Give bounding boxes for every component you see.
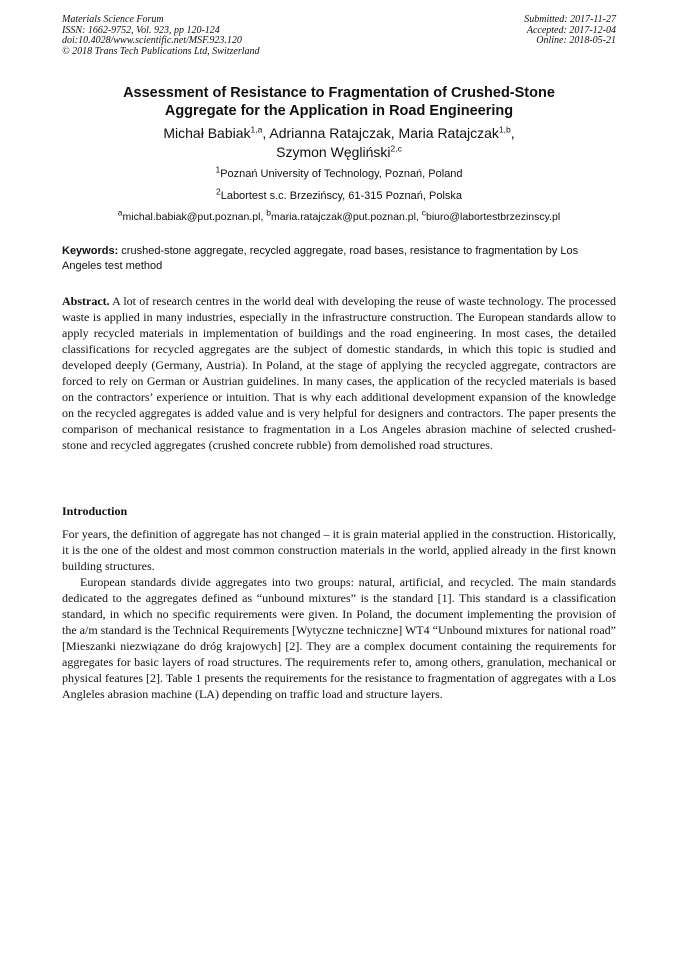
email-address: maria.ratajczak@put.poznan.pl,	[271, 211, 422, 223]
affiliation-1	[62, 164, 616, 181]
journal-doi: doi:10.4028/www.scientific.net/MSF.923.120	[62, 35, 242, 46]
affiliation-text: Poznań University of Technology, Poznań, Poland	[220, 168, 463, 180]
affiliation-mark: 1	[215, 164, 221, 175]
email-mark: c	[421, 207, 426, 218]
email-mark: b	[266, 207, 272, 218]
introduction-paragraph-1: For years, the definition of aggregate has not changed – it is grain material applied in the construction. Historically, it is the one of the oldest and most common construction materials in the world, applied already in the first known building structures.	[62, 527, 616, 573]
title-line-2: Aggregate for the Application in Road Engineering	[164, 102, 514, 119]
authors-line-1	[62, 124, 616, 143]
affiliation-mark: 2	[215, 186, 221, 197]
paper-title	[62, 85, 616, 120]
date-accepted: Accepted: 2017-12-04	[526, 24, 616, 36]
author-list	[62, 124, 616, 161]
abstract-label: Abstract.	[62, 294, 110, 308]
author-name: Adrianna Ratajczak	[269, 125, 391, 141]
affiliation-2	[62, 186, 616, 203]
author-name: Maria Ratajczak	[398, 125, 499, 141]
date-online: Online: 2018-05-21	[536, 35, 616, 46]
journal-copyright: © 2018 Trans Tech Publications Ltd, Switzerland	[62, 45, 260, 57]
title-line-1: Assessment of Resistance to Fragmentation of Crushed-Stone	[123, 85, 555, 101]
affiliation-text: Labortest s.c. Brzezińscy, 61-315 Poznań, Polska	[220, 190, 463, 202]
author-name: Szymon Węgliński	[276, 143, 391, 160]
email-mark: a	[117, 207, 123, 218]
author-affiliation-mark: 2,c	[390, 142, 402, 153]
email-address: michal.babiak@put.poznan.pl,	[122, 211, 267, 223]
author-affiliation-mark: 1,a	[250, 124, 263, 135]
journal-info	[62, 15, 382, 57]
authors-line-2	[62, 143, 616, 162]
journal-name: Materials Science Forum	[62, 14, 164, 25]
date-submitted: Submitted: 2017-11-27	[524, 14, 616, 25]
author-separator: ,	[262, 125, 270, 141]
email-address: biuro@labortestbrzezinscy.pl	[426, 211, 561, 223]
abstract	[62, 293, 616, 453]
abstract-text: A lot of research centres in the world deal with developing the reuse of waste technology. The processed waste is applied in many industries, especially in the infrastructure construction. The European standards allow to apply recycled materials in implementation of buildings and the road engineering. In most cases, the detailed classifications for recycled aggregates are the subject of domestic standards, in which this topic is studied and developed deeply (Germany, Austria). In Poland, at the stage of applying the recycled aggregate, contractors are forced to rely on German or Austrian guidelines. In many cases, the application of the recycled materials is based on the contractors’ experience or intuition. That is why each additional development expansion of the knowledge on the recycled aggregates is added value and is very helpful for designers and contractors. The paper presents the comparison of mechanical resistance to fragmentation in a Los Angeles abrasion machine of selected crushed-stone and recycled aggregates (crushed concrete rubble) from demolished road structures.	[62, 294, 616, 452]
author-name: Michał Babiak	[163, 125, 251, 141]
submission-dates	[396, 15, 616, 47]
section-heading: Introduction	[62, 504, 128, 518]
author-separator: ,	[510, 125, 515, 141]
author-affiliation-mark: 1,b	[498, 124, 511, 135]
keywords	[62, 244, 616, 273]
keywords-text: crushed-stone aggregate, recycled aggregate, road bases, resistance to fragmentation by Los Angeles test method	[62, 245, 579, 272]
journal-issn: ISSN: 1662-9752, Vol. 923, pp 120-124	[62, 24, 220, 36]
keywords-label: Keywords:	[62, 245, 119, 257]
author-emails	[62, 207, 616, 224]
author-separator: ,	[390, 125, 399, 141]
introduction-paragraph-2: European standards divide aggregates into two groups: natural, artificial, and recycled. The main standards dedicated to the aggregates defined as “unbound mixtures” is the standard [1]. This standard is a classification standard, in which no specific requirements were given. In Poland, the document implementing the provision of the a/m standard is the Technical Requirements [Wytyczne techniczne] WT4 “Unbound mixtures for national road” [Mieszanki niezwiązane do dróg krajowych] [2]. They are a complex document containing the requirements for aggregates for basic layers of road structures. The requirements refer to, among others, granulation, mechanical or physical features [2]. Table 1 presents the requirements for the resistance to fragmentation of aggregates with a Los Angleles abrasion machine (LA) depending on traffic load and structure layers.	[62, 575, 616, 701]
